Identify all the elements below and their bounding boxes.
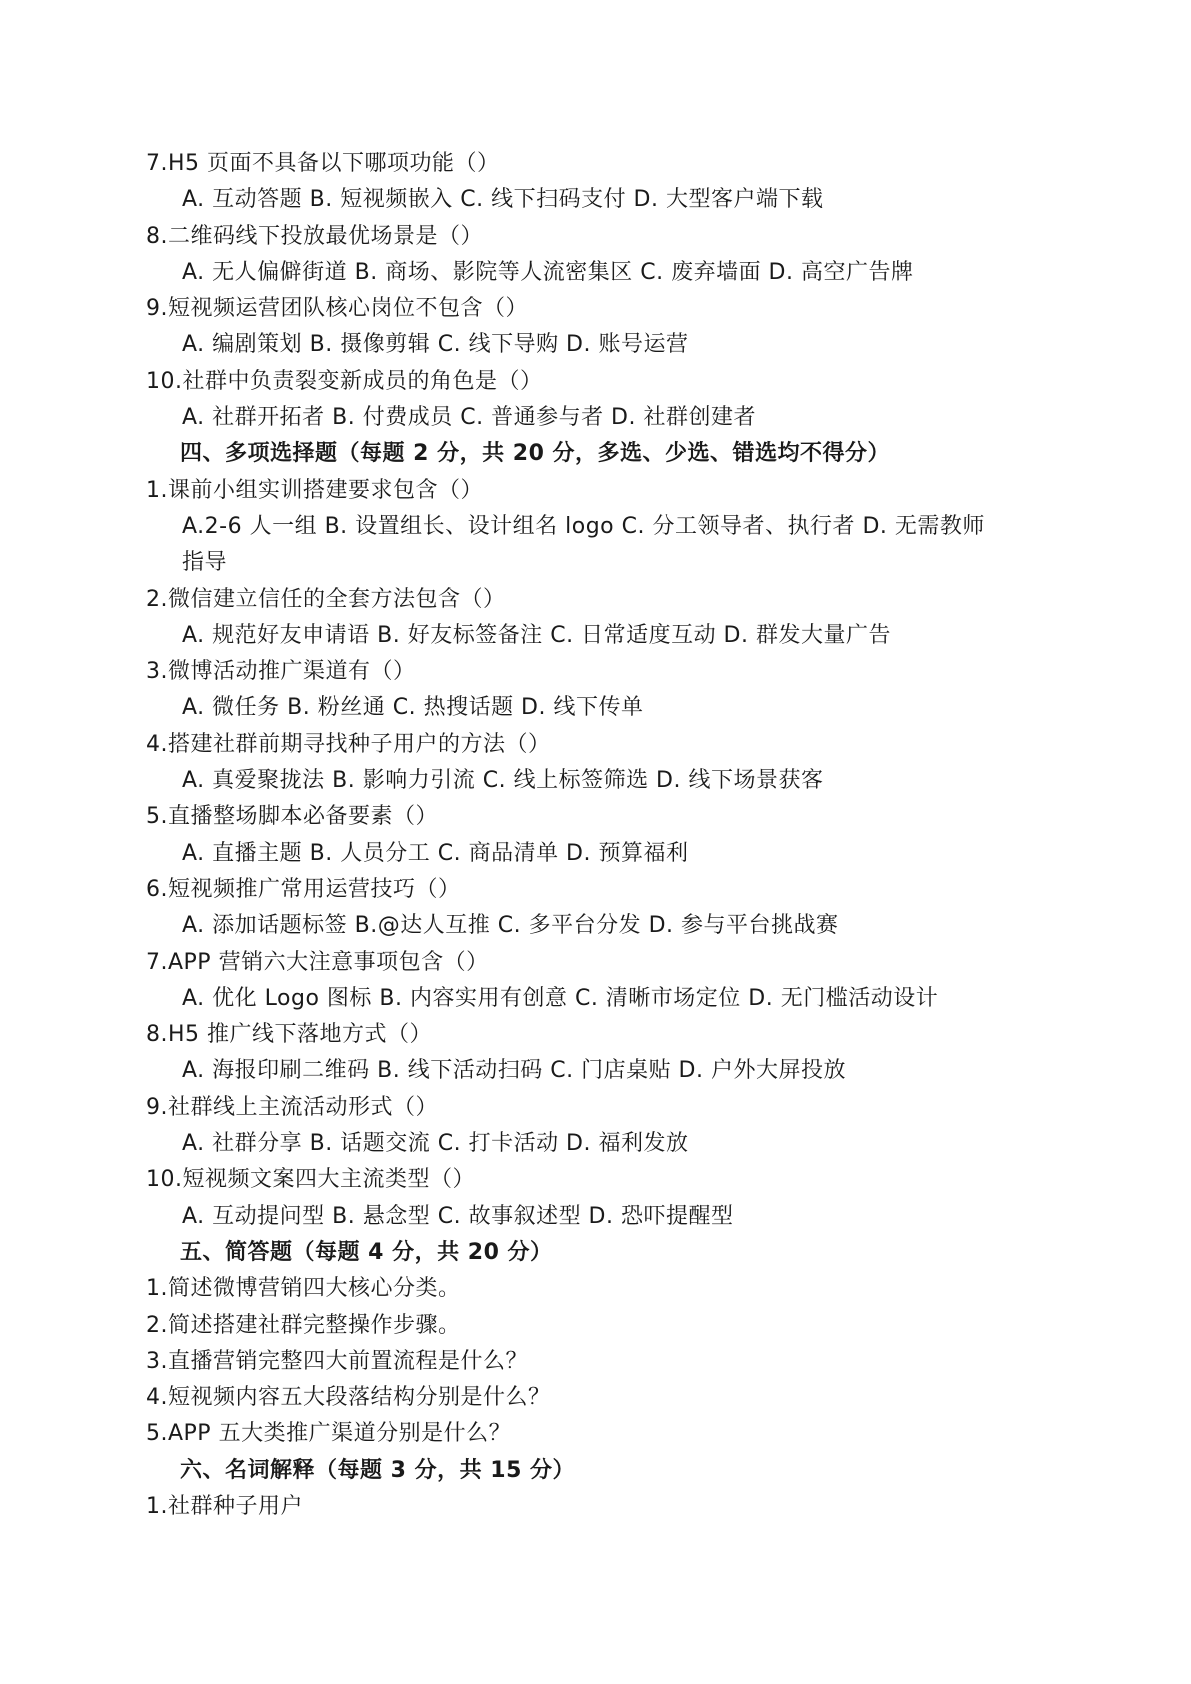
options-line: A. 互动答题 B. 短视频嵌入 C. 线下扫码支付 D. 大型客户端下载 <box>182 187 824 213</box>
question-line: 3.微博活动推广渠道有（） <box>146 659 416 685</box>
question-line: 9.短视频运营团队核心岗位不包含（） <box>146 296 528 322</box>
question-line: 6.短视频推广常用运营技巧（） <box>146 876 461 902</box>
question-line: 7.H5 页面不具备以下哪项功能（） <box>146 151 500 176</box>
options-line: A. 互动提问型 B. 悬念型 C. 故事叙述型 D. 恐吓提醒型 <box>182 1203 734 1229</box>
section-heading: 六、名词解释（每题 3 分，共 15 分） <box>180 1457 576 1483</box>
options-line: A. 真爱聚拢法 B. 影响力引流 C. 线上标签筛选 D. 线下场景获客 <box>182 768 824 794</box>
question-line: 4.搭建社群前期寻找种子用户的方法（） <box>146 731 551 757</box>
options-line: A. 海报印刷二维码 B. 线下活动扫码 C. 门店桌贴 D. 户外大屏投放 <box>182 1058 846 1084</box>
options-line: A. 社群分享 B. 话题交流 C. 打卡活动 D. 福利发放 <box>182 1131 689 1157</box>
options-line: A.2-6 人一组 B. 设置组长、设计组名 logo C. 分工领导者、执行者 D. 无需教师 <box>182 513 985 539</box>
question-line: 1.社群种子用户 <box>146 1493 303 1519</box>
question-line: 9.社群线上主流活动形式（） <box>146 1094 438 1120</box>
question-line: 2.微信建立信任的全套方法包含（） <box>146 586 506 612</box>
options-line: A. 规范好友申请语 B. 好友标签备注 C. 日常适度互动 D. 群发大量广告 <box>182 622 891 648</box>
question-line: 7.APP 营销六大注意事项包含（） <box>146 949 489 975</box>
question-line: 1.简述微博营销四大核心分类。 <box>146 1276 461 1302</box>
section-heading: 四、多项选择题（每题 2 分，共 20 分，多选、少选、错选均不得分） <box>180 441 891 467</box>
options-continuation: 指导 <box>182 550 228 576</box>
question-line: 10.社群中负责裂变新成员的角色是（） <box>146 368 543 394</box>
section-heading: 五、简答题（每题 4 分，共 20 分） <box>180 1239 553 1265</box>
exam-content <box>146 146 1046 1525</box>
options-line: A. 直播主题 B. 人员分工 C. 商品清单 D. 预算福利 <box>182 840 689 866</box>
options-line: A. 编剧策划 B. 摄像剪辑 C. 线下导购 D. 账号运营 <box>182 332 689 358</box>
question-line: 10.短视频文案四大主流类型（） <box>146 1167 475 1193</box>
options-line: A. 无人偏僻街道 B. 商场、影院等人流密集区 C. 废弃墙面 D. 高空广告牌 <box>182 259 914 285</box>
question-line: 8.二维码线下投放最优场景是（） <box>146 223 483 249</box>
question-line: 5.直播整场脚本必备要素（） <box>146 804 438 830</box>
question-line: 2.简述搭建社群完整操作步骤。 <box>146 1312 461 1338</box>
question-line: 8.H5 推广线下落地方式（） <box>146 1022 433 1048</box>
options-line: A. 添加话题标签 B.@达人互推 C. 多平台分发 D. 参与平台挑战赛 <box>182 913 839 939</box>
question-line: 4.短视频内容五大段落结构分别是什么？ <box>146 1385 551 1411</box>
options-line: A. 微任务 B. 粉丝通 C. 热搜话题 D. 线下传单 <box>182 695 644 721</box>
options-line: A. 优化 Logo 图标 B. 内容实用有创意 C. 清晰市场定位 D. 无门槛活动设计 <box>182 985 939 1011</box>
question-line: 5.APP 五大类推广渠道分别是什么？ <box>146 1421 512 1447</box>
question-line: 3.直播营销完整四大前置流程是什么？ <box>146 1348 528 1374</box>
options-line: A. 社群开拓者 B. 付费成员 C. 普通参与者 D. 社群创建者 <box>182 405 756 431</box>
question-line: 1.课前小组实训搭建要求包含（） <box>146 477 483 503</box>
